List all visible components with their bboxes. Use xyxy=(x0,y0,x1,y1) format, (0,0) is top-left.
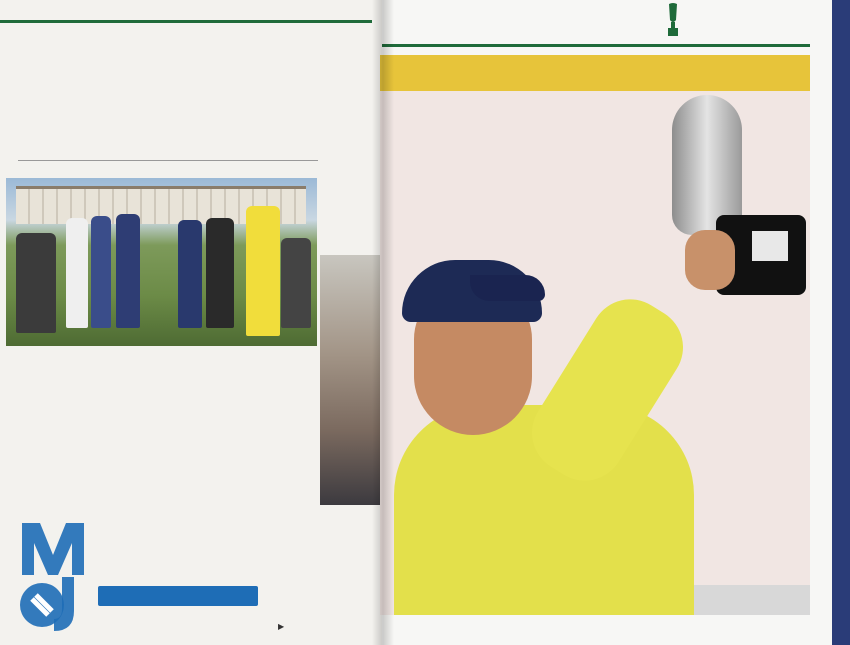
golfers-photo xyxy=(6,178,317,346)
trophy-photo xyxy=(380,55,810,615)
header-rule xyxy=(0,20,372,23)
standfirst-rule xyxy=(18,160,318,161)
scoreboard-par-row xyxy=(380,55,810,91)
right-header-rule xyxy=(382,44,810,47)
logo-tagline xyxy=(98,586,258,606)
claret-jug-logo-icon xyxy=(665,2,681,38)
auction-house-logo-icon xyxy=(18,515,88,633)
book-gutter xyxy=(372,0,394,645)
golfer-hand xyxy=(685,230,735,290)
trophy-plaque xyxy=(752,231,788,261)
continue-arrow: ▶ xyxy=(278,622,285,631)
body-column-2 xyxy=(160,364,305,614)
claret-jug-trophy xyxy=(672,95,742,235)
background-edge xyxy=(832,0,850,645)
cap-brim xyxy=(470,275,545,301)
